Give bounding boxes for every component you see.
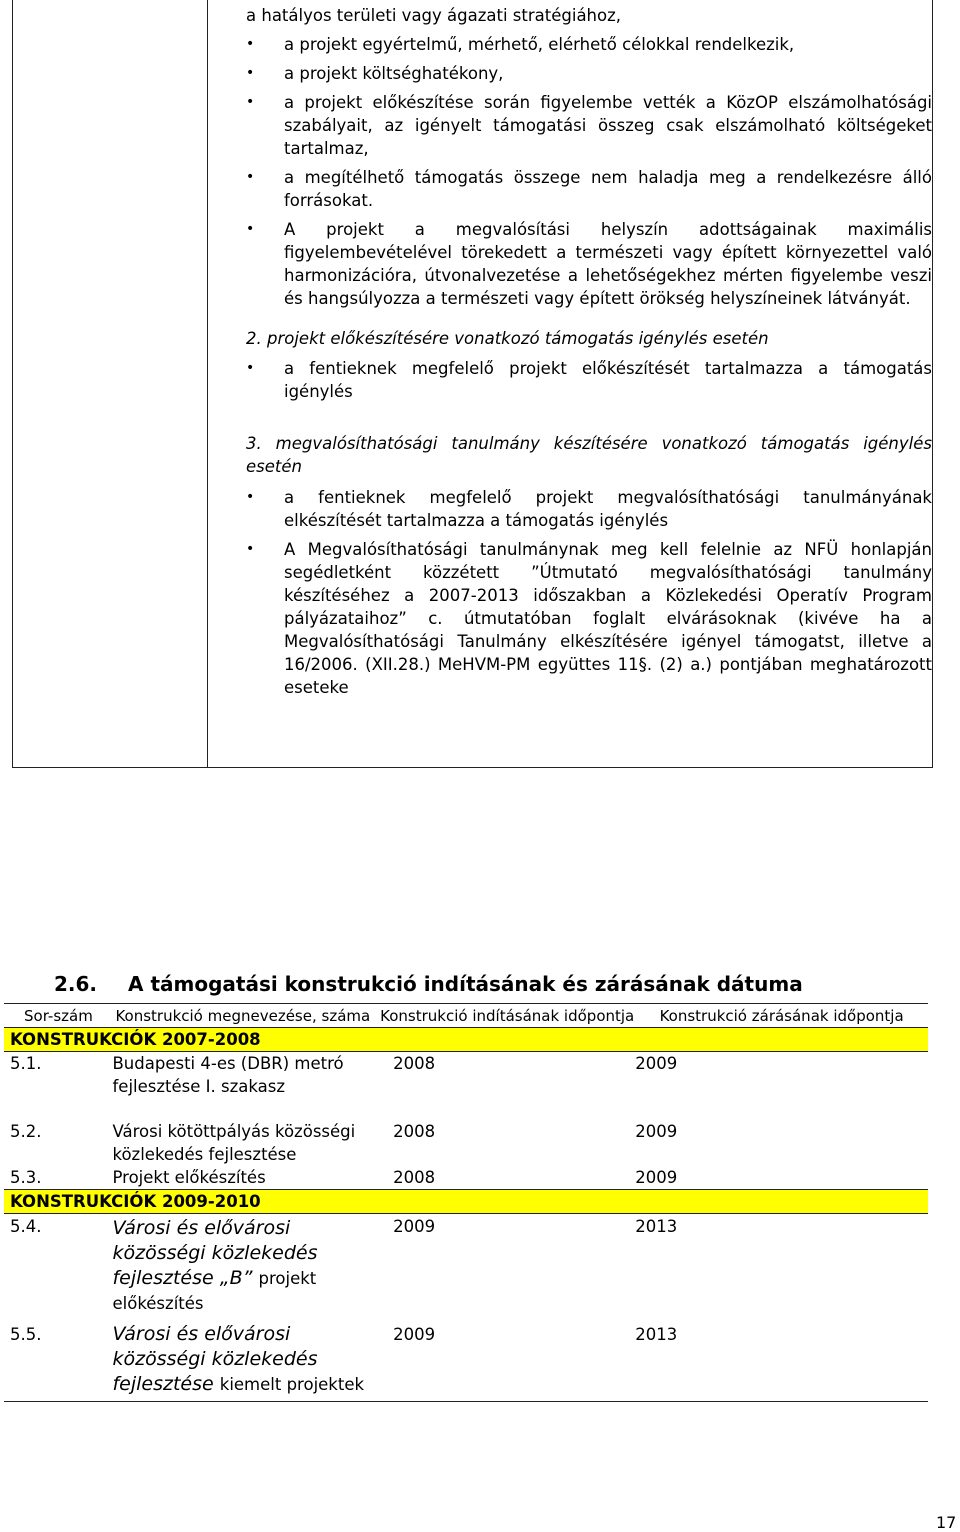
- intro-line: a hatályos területi vagy ágazati stratégiához,: [246, 6, 622, 25]
- criteria-content: [246, 4, 932, 699]
- row-number: 5.4.: [10, 1216, 42, 1236]
- table-header-row: [4, 1004, 928, 1028]
- section-number: 2.6.: [54, 972, 98, 996]
- list-item: • A Megvalósíthatósági tanulmánynak meg kell felelnie az NFÜ honlapján segédletként közzétett ”Útmutató megvalósíthatósági tanulmány készítéséhez a 2007-2013 időszakban a Közlekedési Operatív Program pályázataihoz” c. útmutatóban foglalt elvárásoknak (kivéve ha a Megvalósíthatósági Tanulmány elkészítésére igényel támogatst, illetve a 16/2006. (XII.28.) MeHVM-PM együttes 11§. (2) a.) pontjában meghatározott eseteke: [246, 538, 932, 699]
- row-name-tail: kiemelt projektek: [219, 1374, 365, 1394]
- row-name-tail: projekt előkészítés: [112, 1268, 317, 1313]
- row-start: 2008: [393, 1167, 436, 1187]
- list-item: • a fentieknek megfelelő projekt előkészítését tartalmazza a támogatás igénylés: [246, 357, 932, 403]
- section3-heading: 3. megvalósíthatósági tanulmány készítésére vonatkozó támogatás igénylés esetén: [246, 434, 932, 476]
- section2-heading: 2. projekt előkészítésére vonatkozó támogatás igénylés esetén: [246, 329, 769, 348]
- row-name: Városi kötöttpályás közösségi közlekedés fejlesztése: [112, 1121, 356, 1164]
- row-name: [106, 1213, 379, 1322]
- header-start: Konstrukció indításának időpontja: [380, 1007, 635, 1025]
- list-item: • A projekt a megvalósítási helyszín adottságainak maximális figyelembevételével törekedett a természeti vagy épített környezettel való harmonizációra, útvonalvezetése a lehetőségekhez mérten figyelembe veszi és hangsúlyozza a természeti vagy épített örökség helyszíneinek látványát.: [246, 218, 932, 310]
- header-sorszam: Sor-szám: [24, 1007, 93, 1025]
- row-end: 2009: [635, 1167, 678, 1187]
- row-start: 2008: [393, 1121, 436, 1141]
- row-name-italic: Városi és elővárosi közösségi közlekedés fejlesztése „B”: [112, 1216, 318, 1289]
- row-number: 5.1.: [10, 1054, 42, 1073]
- page-number: 17: [936, 1513, 957, 1532]
- row-number: 5.2.: [10, 1121, 42, 1141]
- row-name: Projekt előkészítés: [112, 1167, 266, 1187]
- criteria-list: [246, 33, 932, 310]
- row-number: 5.5.: [10, 1324, 42, 1344]
- header-name: Konstrukció megnevezése, száma: [115, 1007, 371, 1025]
- construction-dates-table: [4, 1003, 928, 1402]
- row-start: 2009: [393, 1216, 436, 1236]
- band-label: KONSTRUKCIÓK 2007-2008: [4, 1028, 928, 1052]
- table-row: [4, 1166, 928, 1190]
- band-label: KONSTRUKCIÓK 2009-2010: [4, 1189, 928, 1213]
- row-start: 2009: [393, 1324, 436, 1344]
- list-item: • a megítélhető támogatás összege nem haladja meg a rendelkezésre álló forrásokat.: [246, 166, 932, 212]
- row-end: 2013: [635, 1324, 678, 1344]
- row-end: 2013: [635, 1216, 678, 1236]
- section-title: A támogatási konstrukció indításának és zárásának dátuma: [128, 972, 803, 996]
- list-item: • a fentieknek megfelelő projekt megvalósíthatósági tanulmányának elkészítését tartalmazza a támogatás igénylés: [246, 486, 932, 532]
- row-start: 2008: [393, 1054, 436, 1073]
- list-item: • a projekt egyértelmű, mérhető, elérhető célokkal rendelkezik,: [246, 33, 932, 56]
- section-heading: [54, 972, 803, 996]
- band-row: [4, 1028, 928, 1052]
- row-number: 5.3.: [10, 1167, 42, 1187]
- list-item: • a projekt előkészítése során figyelembe vették a KözOP elszámolhatósági szabályait, az igényelt támogatási összeg csak elszámolható költségeket tartalmaz,: [246, 91, 932, 160]
- list-item: • a projekt költséghatékony,: [246, 62, 932, 85]
- section2-list: [246, 357, 932, 403]
- row-end: 2009: [635, 1054, 678, 1073]
- row-end: 2009: [635, 1121, 678, 1141]
- band-row: [4, 1189, 928, 1213]
- row-name: [106, 1322, 379, 1402]
- column-divider: [207, 0, 208, 767]
- header-end: Konstrukció zárásának időpontja: [659, 1007, 904, 1025]
- row-name-italic: Városi és elővárosi közösségi közlekedés fejlesztése: [112, 1322, 318, 1395]
- table-row: [4, 1120, 928, 1166]
- table-row: [4, 1052, 928, 1120]
- table-row: [4, 1213, 928, 1322]
- row-name: Budapesti 4-es (DBR) metró fejlesztése I. szakasz: [112, 1054, 344, 1096]
- section3-list: [246, 486, 932, 699]
- table-row: [4, 1322, 928, 1402]
